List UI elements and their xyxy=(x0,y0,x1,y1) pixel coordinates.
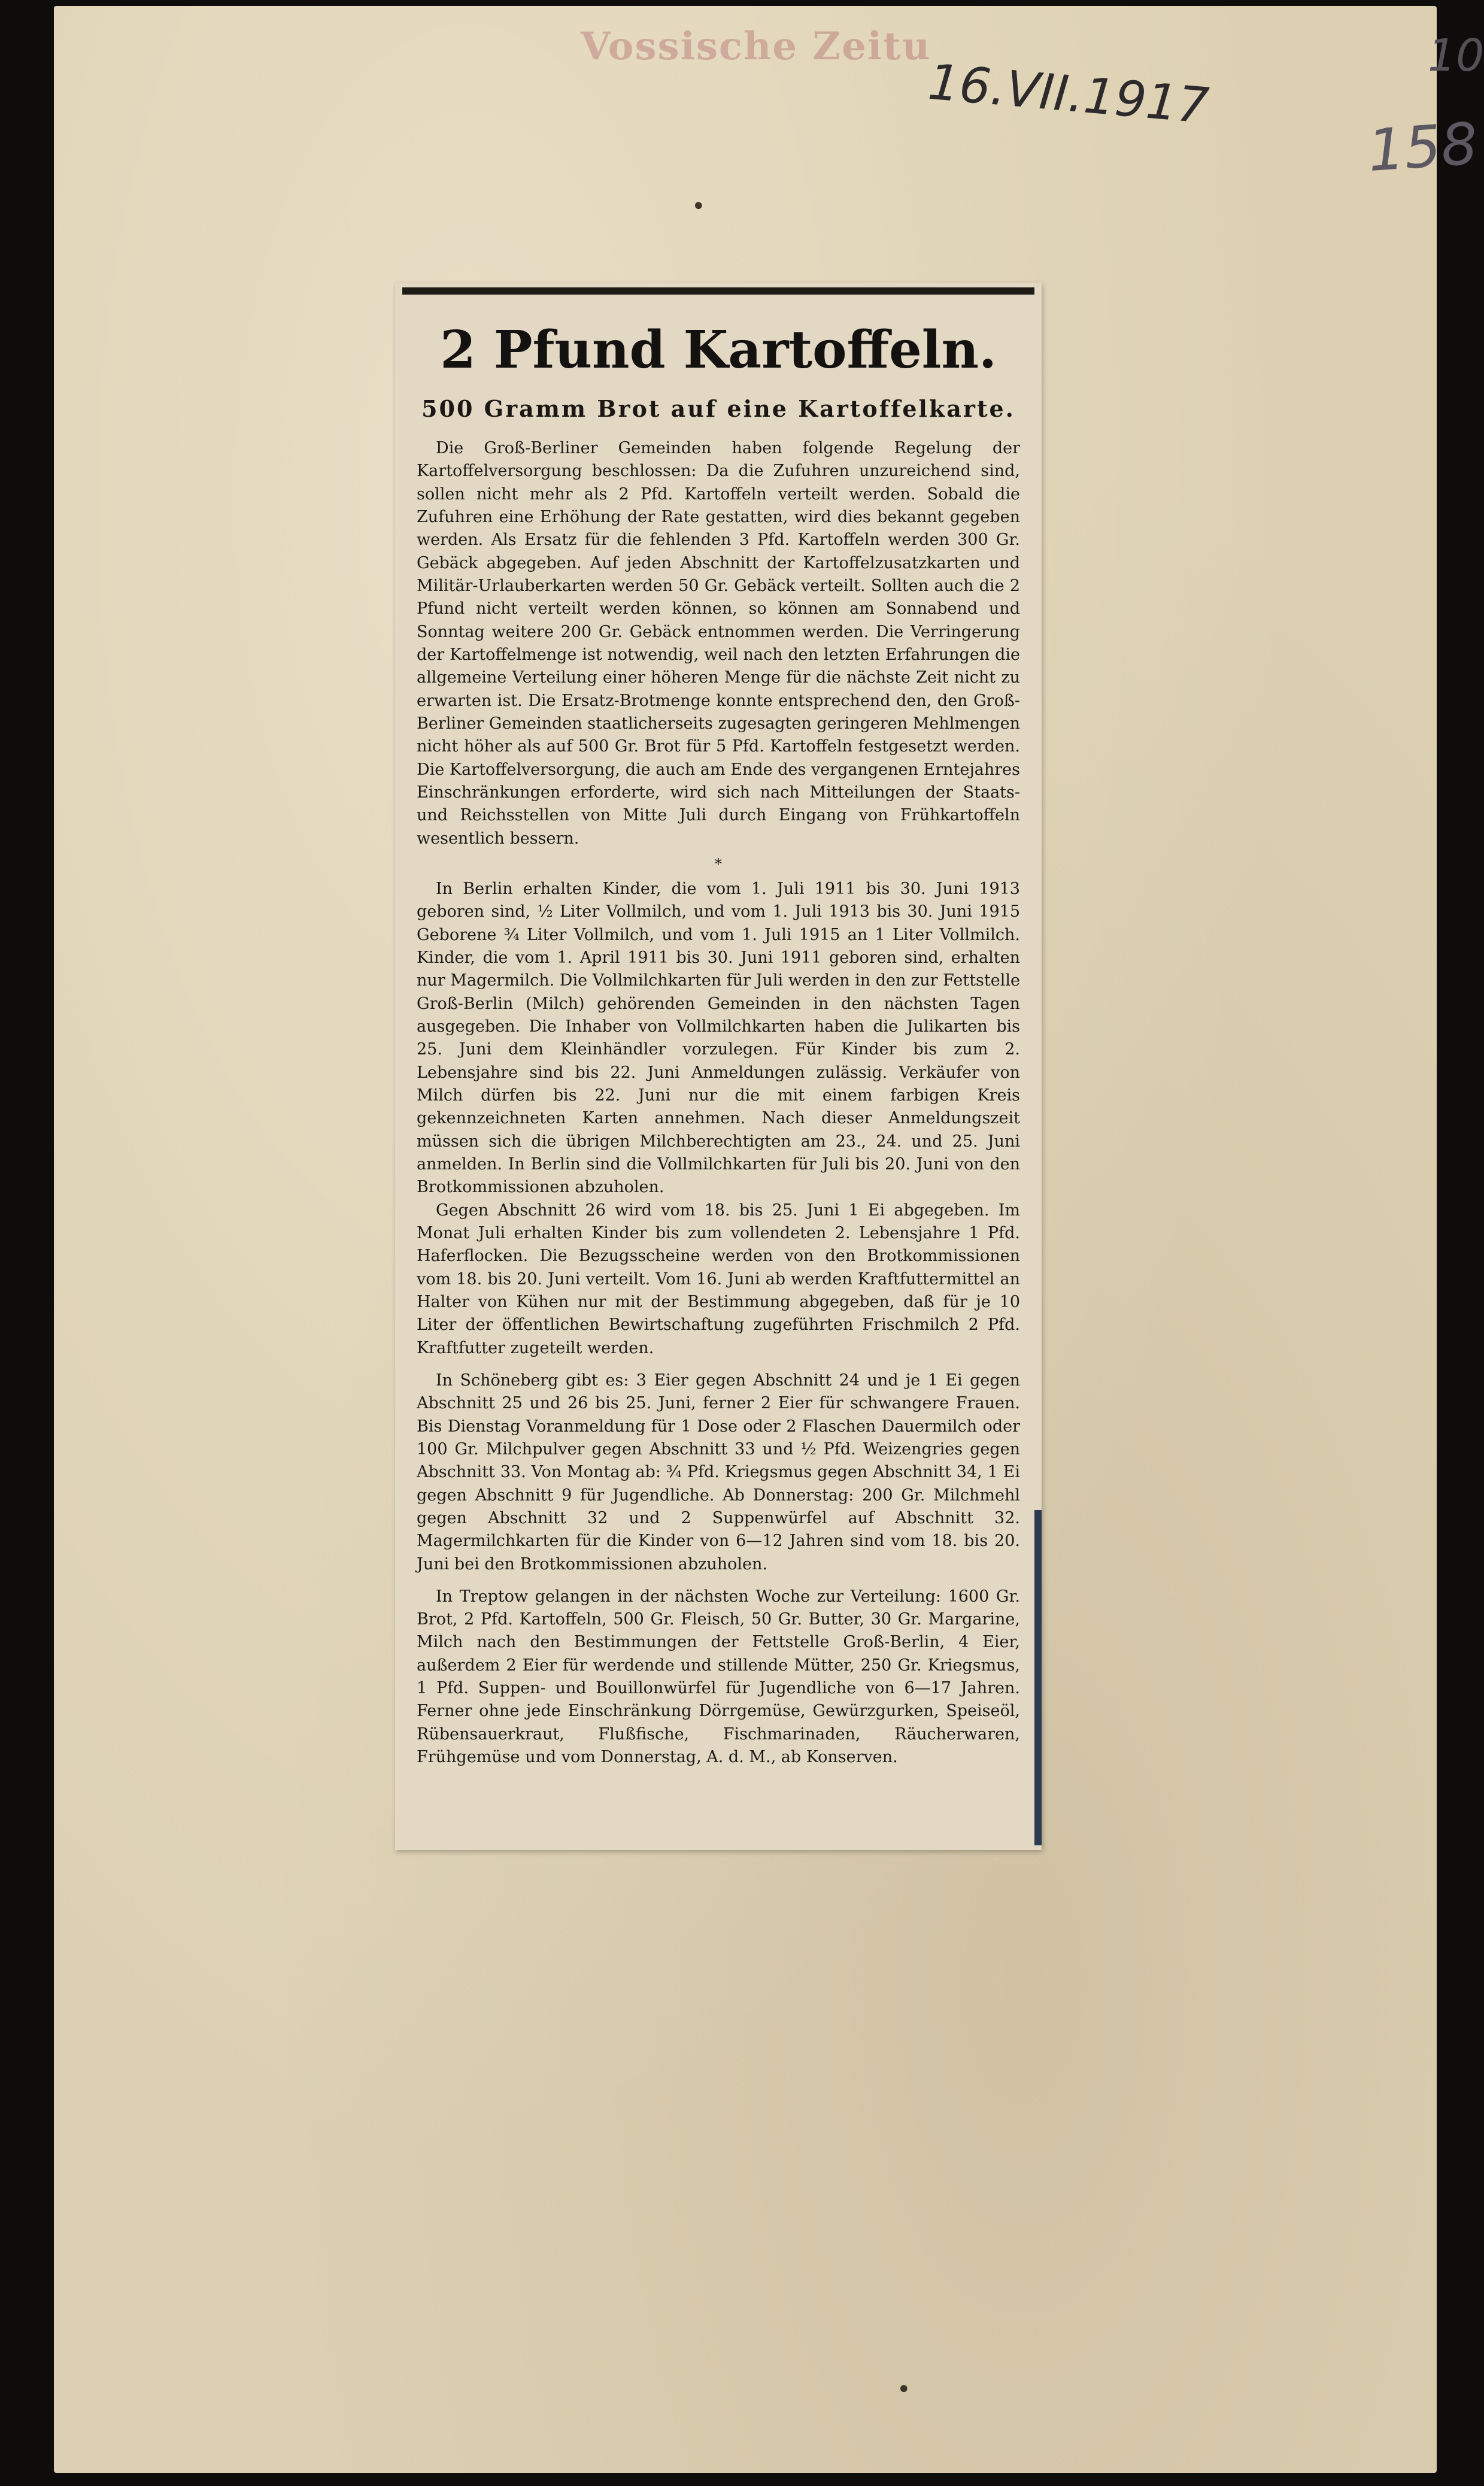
newspaper-clipping xyxy=(395,283,1042,1850)
column-rule xyxy=(402,287,1034,295)
article-paragraph: Die Groß-Berliner Gemeinden haben folgende Regelung der Kartoffelversorgung beschlossen: Da die Zufuhren unzureichend sind, sollen nicht mehr als 2 Pfd. Kartoffeln verteilt werden. Sobald die Zufuhren eine Erhöhung der Rate gestatten, wird dies bekannt gegeben werden. Als Ersatz für die fehlenden 3 Pfd. Kartoffeln werden 300 Gr. Gebäck abgegeben. Auf jeden Abschnitt der Kartoffelzusatzkarten und Militär-Urlauberkarten werden 50 Gr. Gebäck verteilt. Sollten auch die 2 Pfund nicht verteilt werden können, so können am Sonnabend und Sonntag weitere 200 Gr. Gebäck entnommen werden. Die Verringerung der Kartoffelmenge ist notwendig, weil nach den letzten Erfahrungen die allgemeine Verteilung einer höheren Menge für die nächste Zeit nicht zu erwarten ist. Die Ersatz-Brotmenge konnte entsprechend den, den Groß-Berliner Gemeinden staatlicherseits zugesagten geringeren Mehlmengen nicht höher als auf 500 Gr. Brot für 5 Pfd. Kartoffeln festgesetzt werden. Die Kartoffelversorgung, die auch am Ende des vergangenen Erntejahres Einschränkungen erforderte, wird sich nach Mitteilungen der Staats- und Reichsstellen von Mitte Juli durch Eingang von Frühkartoffeln wesentlich bessern. xyxy=(417,439,1020,848)
article-paragraph: In Treptow gelangen in der nächsten Woche zur Verteilung: 1600 Gr. Brot, 2 Pfd. Kartoffeln, 500 Gr. Fleisch, 50 Gr. Butter, 30 Gr. Margarine, Milch nach den Bestimmungen der Fettstelle Groß-Berlin, 4 Eier, außerdem 2 Eier für werdende und stillende Mütter, 250 Gr. Kriegsmus, 1 Pfd. Suppen- und Bouillonwürfel für Jugendliche von 6—17 Jahren. Ferner ohne jede Einschränkung Dörrgemüse, Gewürzgurken, Speiseöl, Rübensauerkraut, Flußfische, Fischmarinaden, Räucherwaren, Frühgemüse und vom Donnerstag, A. d. M., ab Konserven. xyxy=(417,1587,1020,1767)
handwritten-corner-note: 10 xyxy=(1428,30,1484,81)
article-paragraph: In Schöneberg gibt es: 3 Eier gegen Abschnitt 24 und je 1 Ei gegen Abschnitt 25 und 26 bis 25. Juni, ferner 2 Eier für schwangere Frauen. Bis Dienstag Voranmeldung für 1 Dose oder 2 Flaschen Dauermilch oder 100 Gr. Milchpulver gegen Abschnitt 33 und ½ Pfd. Weizengries gegen Abschnitt 33. Von Montag ab: ¾ Pfd. Kriegsmus gegen Abschnitt 34, 1 Ei gegen Abschnitt 9 für Jugendliche. Ab Donnerstag: 200 Gr. Milchmehl gegen Abschnitt 32 und 2 Suppenwürfel auf Abschnitt 32. Magermilchkarten für die Kinder von 6—12 Jahren sind vom 18. bis 20. Juni bei den Brotkommissionen abzuholen. xyxy=(417,1371,1020,1574)
article-subheadline: 500 Gramm Brot auf eine Kartoffelkarte. xyxy=(421,395,1015,422)
article-body xyxy=(417,437,1020,1769)
article-headline: 2 Pfund Kartoffeln. xyxy=(440,320,997,380)
article-paragraph: In Berlin erhalten Kinder, die vom 1. Juli 1911 bis 30. Juni 1913 geboren sind, ½ Liter Vollmilch, und vom 1. Juli 1913 bis 30. Juni 1915 Geborene ¾ Liter Vollmilch, und vom 1. Juli 1915 an 1 Liter Vollmilch. Kinder, die vom 1. April 1911 bis 30. Juni 1911 geboren sind, erhalten nur Magermilch. Die Vollmilchkarten für Juli werden in den zur Fettstelle Groß-Berlin (Milch) gehörenden Gemeinden in den nächsten Tagen ausgegeben. Die Inhaber von Vollmilchkarten haben die Julikarten bis 25. Juni dem Kleinhändler vorzulegen. Für Kinder bis zum 2. Lebensjahre sind bis 22. Juni Anmeldungen zulässig. Verkäufer von Milch dürfen bis 22. Juni nur die mit einem farbigen Kreis gekennzeichneten Karten annehmen. Nach dieser Anmeldungszeit müssen sich die übrigen Milchberechtigten am 23., 24. und 25. Juni anmelden. In Berlin sind die Vollmilchkarten für Juli bis 20. Juni von den Brotkommissionen abzuholen. xyxy=(417,879,1020,1197)
handwritten-date: 16.VII.1917 xyxy=(925,53,1211,135)
newspaper-masthead: Vossische Zeitu xyxy=(581,24,931,69)
section-separator: * xyxy=(715,855,722,872)
article-paragraph: Gegen Abschnitt 26 wird vom 18. bis 25. Juni 1 Ei abgegeben. Im Monat Juli erhalten Kinder bis zum vollendeten 2. Lebensjahre 1 Pfd. Haferflocken. Die Bezugsscheine werden von den Brotkommissionen vom 18. bis 20. Juni verteilt. Vom 16. Juni ab werden Kraftfuttermittel an Halter von Kühen nur mit der Bestimmung abgegeben, daß für je 10 Liter der öffentlichen Bewirtschaftung zugeführten Frischmilch 2 Pfd. Kraftfutter zugeteilt werden. xyxy=(417,1200,1020,1357)
punch-mark-bottom: • xyxy=(897,2376,911,2403)
punch-mark-top: • xyxy=(691,193,706,220)
handwritten-page-number: 158 xyxy=(1365,110,1480,185)
